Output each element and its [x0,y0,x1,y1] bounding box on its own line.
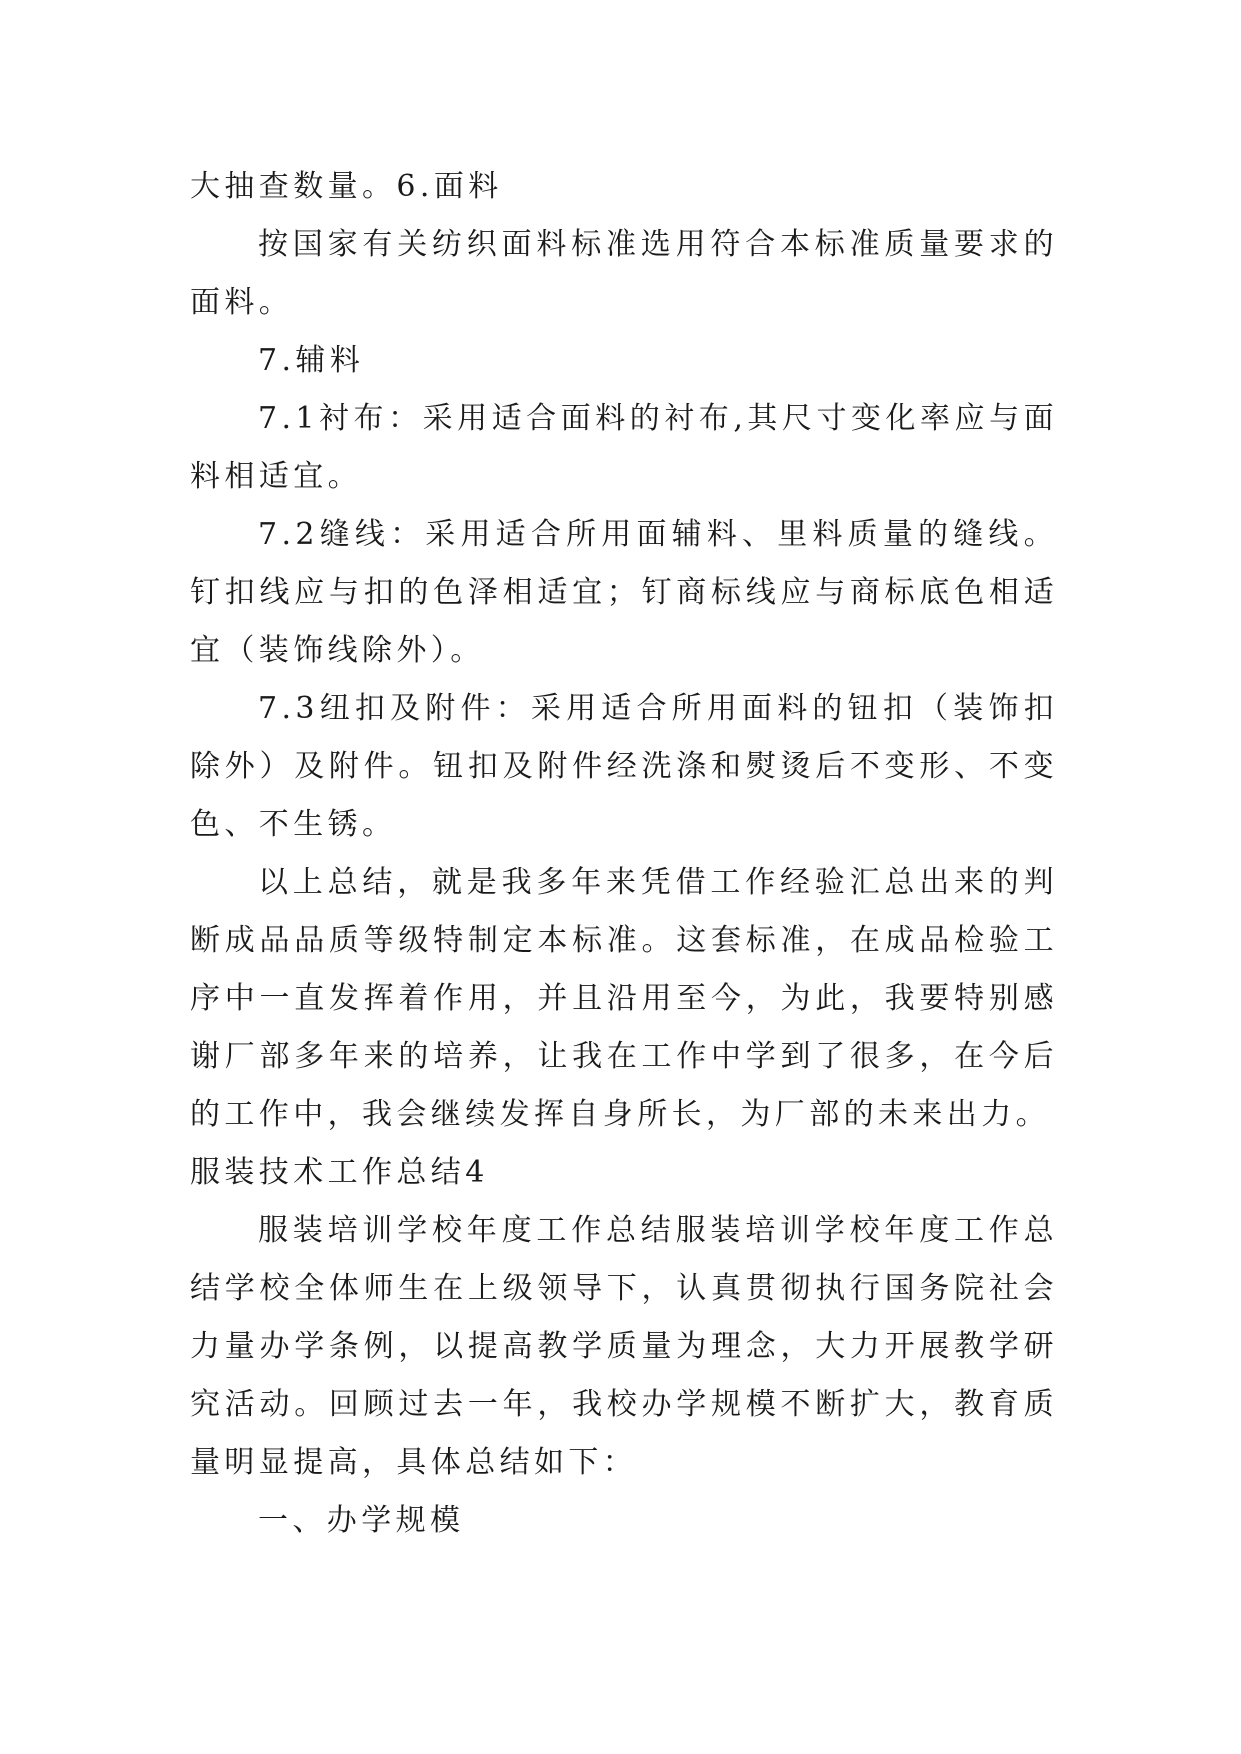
paragraph-buttons-accessories: 7.3纽扣及附件：采用适合所用面料的钮扣（装饰扣除外）及附件。钮扣及附件经洗涤和熨烫后不变形、不变色、不生锈。 [190,691,1058,842]
paragraph-fabric-standard: 按国家有关纺织面料标准选用符合本标准质量要求的面料。 [190,227,1058,320]
paragraph-summary-conclusion: 以上总结，就是我多年来凭借工作经验汇总出来的判断成品品质等级特制定本标准。这套标准，在成品检验工序中一直发挥着作用，并且沿用至今，为此，我要特别感谢厂部多年来的培养，让我在工作中学到了很多，在今后的工作中，我会继续发挥自身所长，为厂部的未来出力。 [190,865,1058,1132]
paragraph-interlining: 7.1衬布：采用适合面料的衬布,其尺寸变化率应与面料相适宜。 [190,401,1058,494]
heading-school-scale: 一、办学规模 [258,1503,465,1538]
document-body [190,158,1058,1550]
heading-auxiliary-materials: 7.辅料 [258,343,365,378]
paragraph-fabric-continuation: 大抽查数量。6.面料 [190,169,503,204]
paragraph-school-summary: 服装培训学校年度工作总结服装培训学校年度工作总结学校全体师生在上级领导下，认真贯彻执行国务院社会力量办学条例，以提高教学质量为理念，大力开展教学研究活动。回顾过去一年，我校办学规模不断扩大，教育质量明显提高，具体总结如下： [190,1213,1058,1480]
paragraph-sewing-thread: 7.2缝线：采用适合所用面辅料、里料质量的缝线。钉扣线应与扣的色泽相适宜；钉商标线应与商标底色相适宜（装饰线除外）。 [190,517,1058,668]
section-title-summary-4: 服装技术工作总结4 [190,1155,489,1190]
